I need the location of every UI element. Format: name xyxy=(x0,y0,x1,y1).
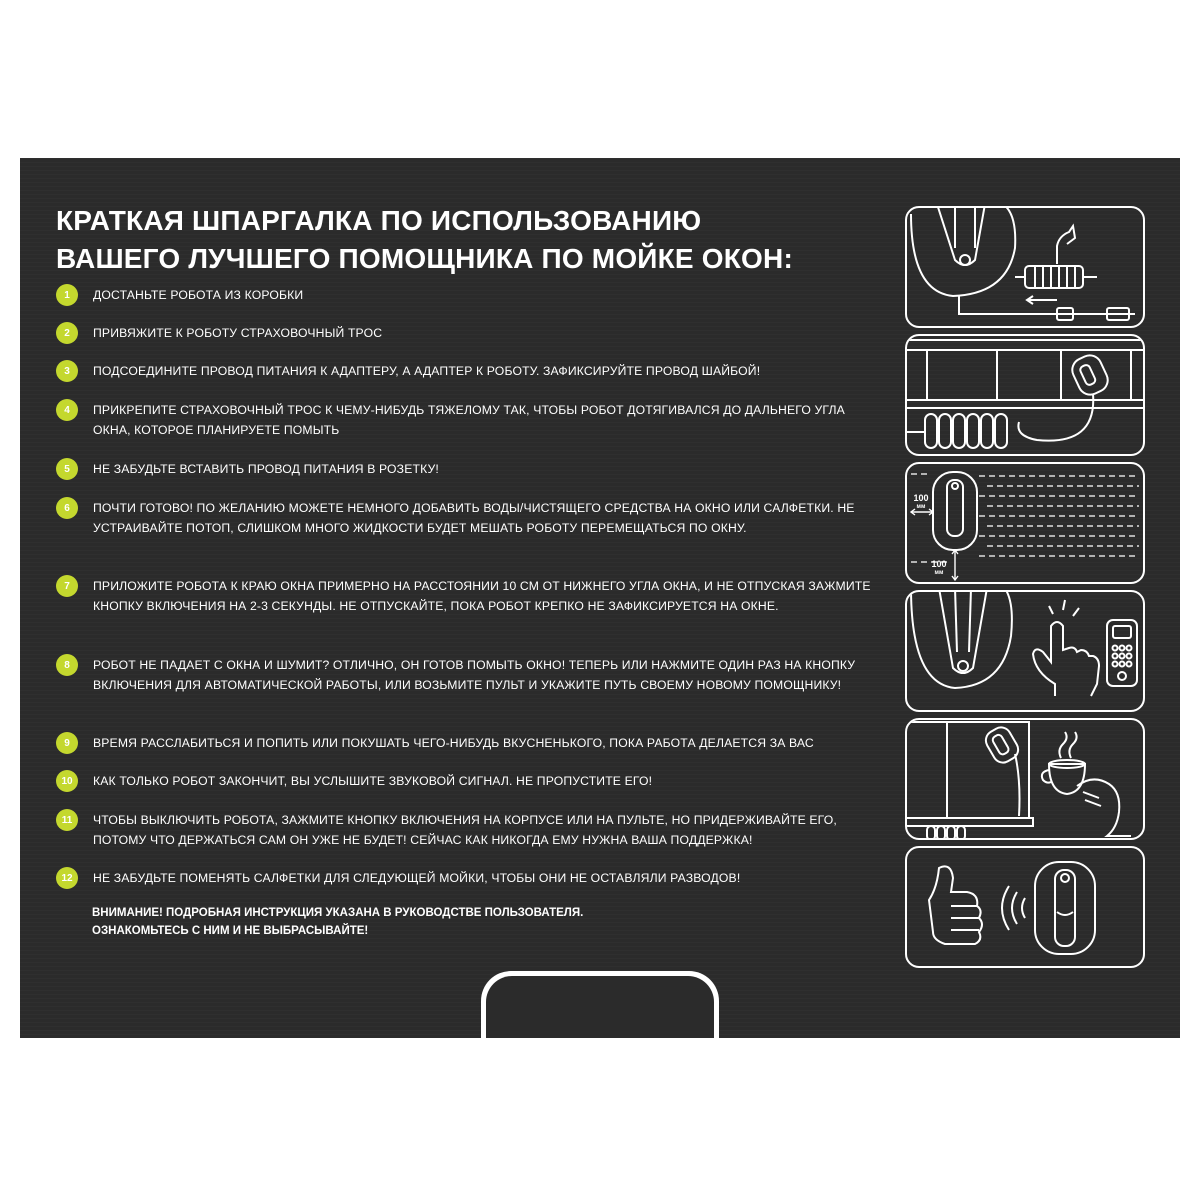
step-number-badge: 7 xyxy=(56,575,78,597)
relax-illustration xyxy=(907,720,1143,838)
warning-line-1: ВНИМАНИЕ! ПОДРОБНАЯ ИНСТРУКЦИЯ УКАЗАНА В РУКОВОДСТВЕ ПОЛЬЗОВАТЕЛЯ. xyxy=(92,907,584,919)
step-text: ДОСТАНЬТЕ РОБОТА ИЗ КОРОБКИ xyxy=(93,288,304,302)
step-text: КАК ТОЛЬКО РОБОТ ЗАКОНЧИТ, ВЫ УСЛЫШИТЕ ЗВУКОВОЙ СИГНАЛ. НЕ ПРОПУСТИТЕ ЕГО! xyxy=(93,774,653,788)
robot-icon xyxy=(933,472,977,550)
thumbs-up-icon xyxy=(929,866,982,944)
remote-control-icon xyxy=(1107,620,1137,686)
step-text: ПОЧТИ ГОТОВО! ПО ЖЕЛАНИЮ МОЖЕТЕ НЕМНОГО ДОБАВИТЬ ВОДЫ/ЧИСТЯЩЕГО СРЕДСТВА НА ОКНО ИЛИ САЛФЕТКИ. НЕ УСТРАИВАЙТЕ ПОТОП, СЛИШКОМ МНОГО ЖИДКОСТИ БУДЕТ МЕШАТЬ РОБОТУ ПЕРЕМЕЩАТЬСЯ ПО ОКНУ. xyxy=(93,501,855,535)
step-text: РОБОТ НЕ ПАДАЕТ С ОКНА И ШУМИТ? ОТЛИЧНО, ОН ГОТОВ ПОМЫТЬ ОКНО! ТЕПЕРЬ ИЛИ НАЖМИТЕ ОДИН РАЗ НА КНОПКУ ВКЛЮЧЕНИЯ ДЛЯ АВТОМАТИЧЕСКОЙ РАБОТЫ, ИЛИ ВОЗЬМИТЕ ПУЛЬТ И УКАЖИТЕ ПУТЬ СВОЕМУ НОВОМУ ПОМОЩНИКУ! xyxy=(93,658,856,692)
window-icon xyxy=(907,722,1033,826)
step-number-badge: 11 xyxy=(56,809,78,831)
step-item xyxy=(56,654,876,695)
robot-icon xyxy=(1068,351,1111,398)
step-item xyxy=(56,867,876,889)
title-line-2: ВАШЕГО ЛУЧШЕГО ПОМОЩНИКА ПО МОЙКЕ ОКОН: xyxy=(56,243,793,274)
box-handle-cutout xyxy=(486,976,714,1038)
step-number-badge: 8 xyxy=(56,654,78,676)
warning-line-2: ОЗНАКОМЬТЕСЬ С НИМ И НЕ ВЫБРАСЫВАЙТЕ! xyxy=(92,925,369,937)
step-number-badge: 12 xyxy=(56,867,78,889)
illustration-column xyxy=(905,206,1151,956)
illustration-panel-placement xyxy=(905,462,1145,584)
measure-bottom-value: 100 xyxy=(931,559,947,569)
robot-cable-illustration xyxy=(907,208,1143,326)
coffee-cup-icon xyxy=(1042,732,1131,836)
measure-side-unit: мм xyxy=(916,504,926,510)
step-text: ПРИЛОЖИТЕ РОБОТА К КРАЮ ОКНА ПРИМЕРНО НА РАССТОЯНИИ 10 СМ ОТ НИЖНЕГО УГЛА ОКНА, И НЕ ОТПУСКАЯ ЗАЖМИТЕ КНОПКУ ВКЛЮЧЕНИЯ НА 2-3 СЕКУНДЫ. НЕ ОТПУСКАЙТЕ, ПОКА РОБОТ КРЕПКО НЕ ЗАФИКСИРУЕТСЯ НА ОКНЕ. xyxy=(93,579,871,613)
step-item xyxy=(56,575,876,616)
step-item xyxy=(56,732,876,754)
illustration-panel-connect xyxy=(905,206,1145,328)
radiator-icon xyxy=(907,414,1007,448)
illustration-panel-start xyxy=(905,590,1145,712)
step-text: НЕ ЗАБУДЬТЕ ПОМЕНЯТЬ САЛФЕТКИ ДЛЯ СЛЕДУЮЩЕЙ МОЙКИ, ЧТОБЫ ОНИ НЕ ОСТАВЛЯЛИ РАЗВОДОВ! xyxy=(93,871,741,885)
step-item xyxy=(56,497,876,538)
step-number-badge: 9 xyxy=(56,732,78,754)
step-number-badge: 2 xyxy=(56,322,78,344)
step-number-badge: 10 xyxy=(56,770,78,792)
step-text: НЕ ЗАБУДЬТЕ ВСТАВИТЬ ПРОВОД ПИТАНИЯ В РОЗЕТКУ! xyxy=(93,462,439,476)
step-text: ПОДСОЕДИНИТЕ ПРОВОД ПИТАНИЯ К АДАПТЕРУ, А АДАПТЕР К РОБОТУ. ЗАФИКСИРУЙТЕ ПРОВОД ШАЙБОЙ! xyxy=(93,364,761,378)
illustration-panel-safety-rope xyxy=(905,334,1145,456)
title-line-1: КРАТКАЯ ШПАРГАЛКА ПО ИСПОЛЬЗОВАНИЮ xyxy=(56,205,702,236)
step-number-badge: 3 xyxy=(56,360,78,382)
step-text: ЧТОБЫ ВЫКЛЮЧИТЬ РОБОТА, ЗАЖМИТЕ КНОПКУ ВКЛЮЧЕНИЯ НА КОРПУСЕ ИЛИ НА ПУЛЬТЕ, НО ПРИДЕРЖИВАЙТЕ ЕГО, ПОТОМУ ЧТО ДЕРЖАТЬСЯ САМ ОН УЖЕ НЕ БУДЕТ! СЕЙЧАС КАК НИКОГДА ЕМУ НУЖНА ВАША ПОДДЕРЖКА! xyxy=(93,813,837,847)
step-item xyxy=(56,770,876,792)
illustration-panel-done xyxy=(905,846,1145,968)
illustration-panel-relax xyxy=(905,718,1145,840)
step-item xyxy=(56,360,876,382)
sound-wave-icon xyxy=(1002,886,1025,930)
step-item xyxy=(56,322,876,344)
cable-adapter-icon xyxy=(959,226,1135,320)
measure-bottom-label xyxy=(927,560,951,578)
hand-press-icon xyxy=(1033,600,1099,696)
instruction-sheet xyxy=(20,158,1180,1038)
step-number-badge: 5 xyxy=(56,458,78,480)
step-number-badge: 1 xyxy=(56,284,78,306)
measure-side-value: 100 xyxy=(913,493,929,503)
step-text: ПРИВЯЖИТЕ К РОБОТУ СТРАХОВОЧНЫЙ ТРОС xyxy=(93,326,383,340)
safety-rope xyxy=(1015,754,1020,816)
step-number-badge: 4 xyxy=(56,399,78,421)
window-radiator-illustration xyxy=(907,336,1143,454)
warning-note xyxy=(92,904,792,940)
measure-side-label xyxy=(909,494,933,512)
step-item xyxy=(56,284,876,306)
step-text: ПРИКРЕПИТЕ СТРАХОВОЧНЫЙ ТРОС К ЧЕМУ-НИБУДЬ ТЯЖЕЛОМУ ТАК, ЧТОБЫ РОБОТ ДОТЯГИВАЛСЯ ДО ДАЛЬНЕГО УГЛА ОКНА, КОТОРОЕ ПЛАНИРУЕТЕ ПОМЫТЬ xyxy=(93,403,845,437)
radiator-icon xyxy=(927,826,965,838)
window-icon xyxy=(907,340,1143,408)
step-item xyxy=(56,399,876,440)
measure-bottom-unit: мм xyxy=(934,570,944,576)
step-text: ВРЕМЯ РАССЛАБИТЬСЯ И ПОПИТЬ ИЛИ ПОКУШАТЬ ЧЕГО-НИБУДЬ ВКУСНЕНЬКОГО, ПОКА РАБОТА ДЕЛАЕТСЯ ЗА ВАС xyxy=(93,736,814,750)
step-item xyxy=(56,809,876,850)
robot-icon xyxy=(911,208,1015,296)
robot-icon xyxy=(1035,862,1095,954)
start-illustration xyxy=(907,592,1143,710)
robot-icon xyxy=(911,592,1012,688)
step-item xyxy=(56,458,876,480)
step-number-badge: 6 xyxy=(56,497,78,519)
done-illustration xyxy=(907,848,1143,966)
